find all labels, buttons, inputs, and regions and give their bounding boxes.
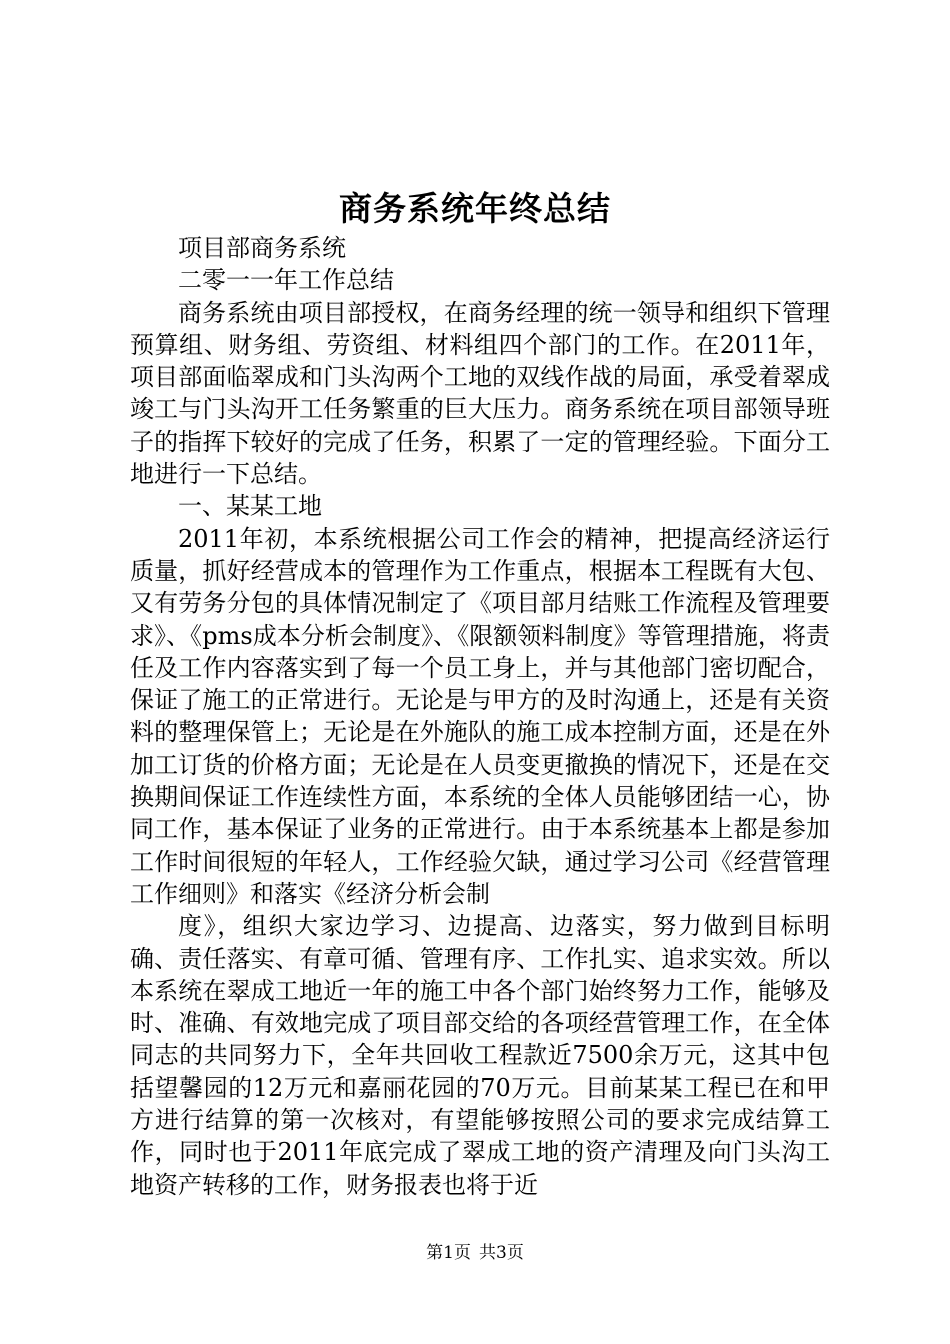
document-title: 商务系统年终总结 (339, 189, 611, 228)
section-heading: 一、某某工地 (178, 492, 322, 521)
paragraph-subtitle: 二零一一年工作总结 (178, 266, 394, 295)
paragraph-body: 度》，组织大家边学习、边提高、边落实，努力做到目标明确、责任落实、有章可循、管理有序、工作扎实、追求实效。所以本系统在翠成工地近一年的施工中各个部门始终努力工作，能够及时、准确、有效地完成了项目部交给的各项经营管理工作，在全体同志的共同努力下，全年共回收工程款近7500余万元，这其中包括望馨园的12万元和嘉丽花园的70万元。目前某某工程已在和甲方进行结算的第一次核对，有望能够按照公司的要求完成结算工作，同时也于2011年底完成了翠成工地的资产清理及向门头沟工地资产转移的工作，财务报表也将于近 (130, 912, 830, 1199)
page-total: 共3页 (479, 1243, 524, 1263)
paragraph-intro: 商务系统由项目部授权，在商务经理的统一领导和组织下管理预算组、财务组、劳资组、材料组四个部门的工作。在2011年，项目部面临翠成和门头沟两个工地的双线作战的局面，承受着翠成竣工与门头沟开工任务繁重的巨大压力。商务系统在项目部领导班子的指挥下较好的完成了任务，积累了一定的管理经验。下面分工地进行一下总结。 (130, 298, 830, 489)
paragraph-department: 项目部商务系统 (178, 234, 346, 262)
page-footer (0, 1241, 950, 1265)
document-body (130, 232, 830, 1201)
paragraph-body: 2011年初，本系统根据公司工作会的精神，把提高经济运行质量，抓好经营成本的管理作为工作重点，根据本工程既有大包、又有劳务分包的具体情况制定了《项目部月结账工作流程及管理要求》、《pms成本分析会制度》、《限额领料制度》等管理措施，将责任及工作内容落实到了每一个员工身上，并与其他部门密切配合，保证了施工的正常进行。无论是与甲方的及时沟通上，还是有关资料的整理保管上；无论是在外施队的施工成本控制方面，还是在外加工订货的价格方面；无论是在人员变更撤换的情况下，还是在交换期间保证工作连续性方面，本系统的全体人员能够团结一心，协同工作，基本保证了业务的正常进行。由于本系统基本上都是参加工作时间很短的年轻人，工作经验欠缺，通过学习公司《经营管理工作细则》和落实《经济分析会制 (130, 524, 830, 908)
page-number: 第1页 (426, 1243, 471, 1263)
